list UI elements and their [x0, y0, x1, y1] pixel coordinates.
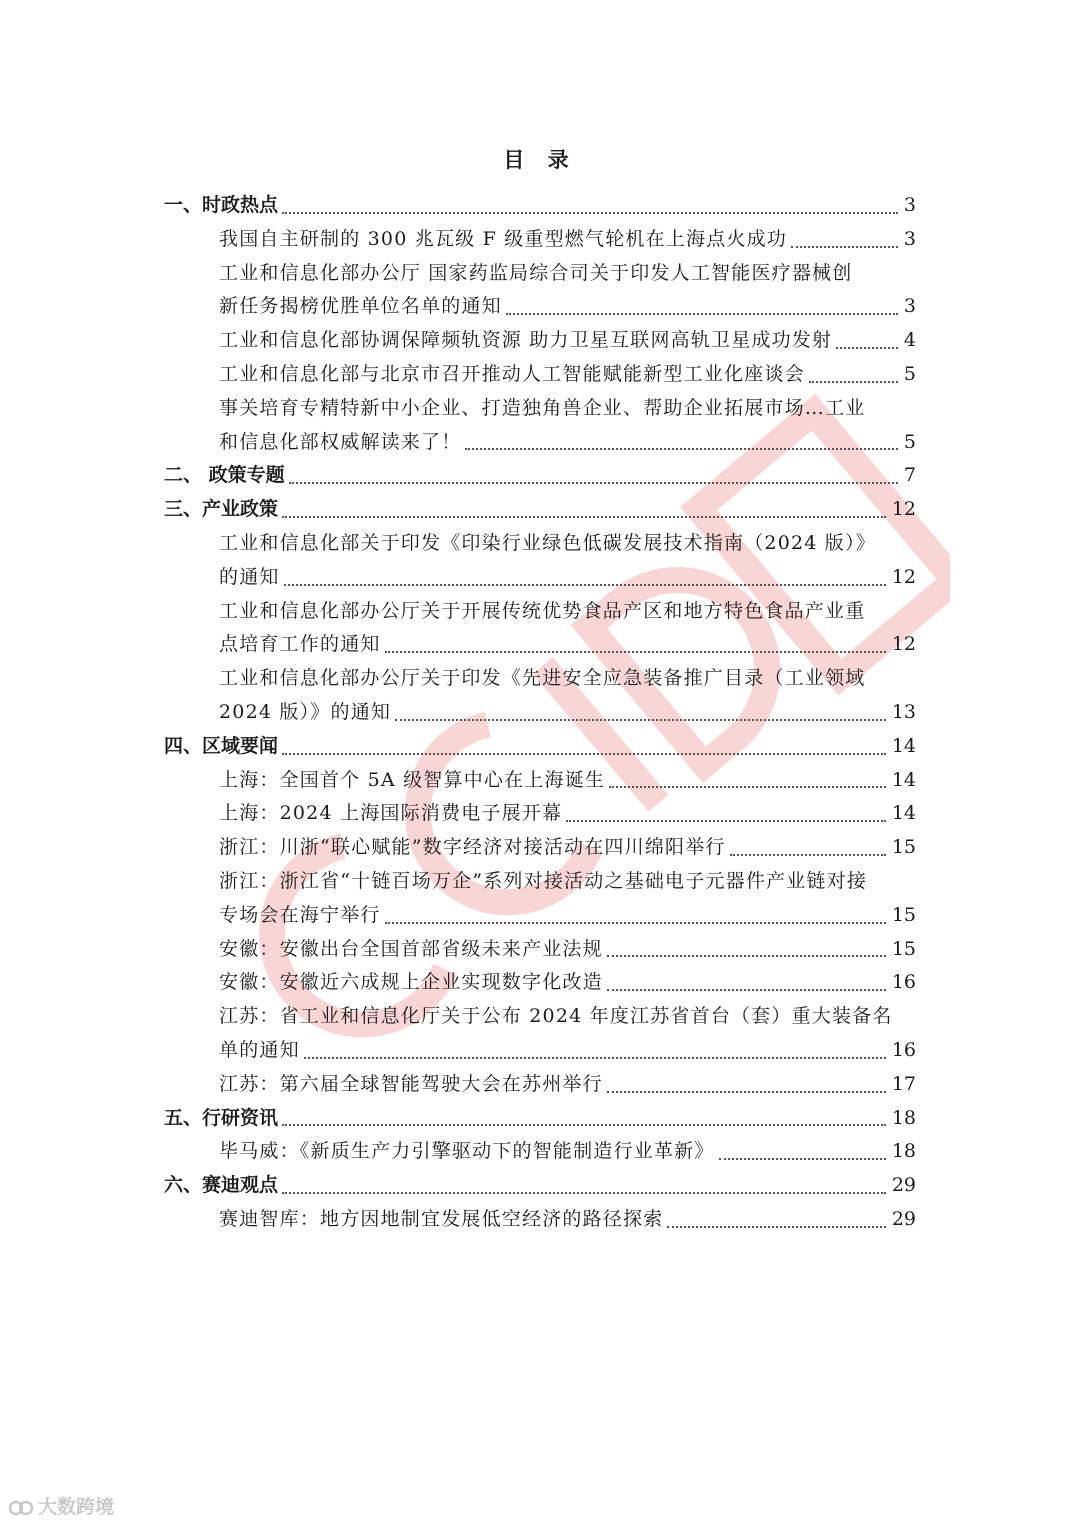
toc-entry-text: 六、赛迪观点 — [164, 1174, 279, 1197]
toc-leader-dots — [282, 212, 898, 214]
toc-entry[interactable] — [164, 257, 916, 291]
toc-page-number: 3 — [903, 295, 916, 318]
toc-entry-text: 安徽：安徽出台全国首部省级未来产业法规 — [219, 937, 603, 960]
toc-entry-text: 一、时政热点 — [164, 194, 279, 216]
toc-entry-text: 的通知 — [219, 565, 280, 588]
toc-entry-text: 专场会在海宁举行 — [219, 903, 381, 926]
toc-entry-text: 上海：全国首个 5A 级智算中心在上海诞生 — [219, 768, 606, 791]
toc-entry-text: 点培育工作的通知 — [219, 633, 381, 656]
toc-entry[interactable] — [164, 1068, 916, 1102]
toc-page-number: 12 — [891, 565, 916, 588]
toc-entry-text: 浙江：浙江省“十链百场万企”系列对接活动之基础电子元器件产业链对接 — [219, 869, 868, 892]
toc-entry[interactable] — [164, 628, 916, 662]
toc-entry[interactable] — [164, 358, 916, 392]
toc-entry[interactable] — [164, 662, 916, 696]
toc-page-number: 5 — [903, 362, 916, 385]
toc-entry[interactable] — [164, 324, 916, 358]
toc-entry[interactable] — [164, 527, 916, 561]
toc-entry-text: 江苏：第六届全球智能驾驶大会在苏州举行 — [219, 1072, 603, 1095]
toc-leader-dots — [385, 922, 886, 924]
toc-entry[interactable] — [164, 561, 916, 595]
toc-entry-text: 和信息化部权威解读来了！ — [219, 430, 462, 453]
toc-entry[interactable] — [164, 865, 916, 899]
toc-page-number: 15 — [891, 836, 916, 859]
toc-page-number: 13 — [891, 700, 916, 723]
toc-page-number: 14 — [891, 768, 916, 791]
toc-entry-text: 工业和信息化部协调保障频轨资源 助力卫星互联网高轨卫星成功发射 — [219, 329, 833, 352]
toc-page-number: 14 — [891, 802, 916, 825]
page-title: 目 录 — [503, 148, 577, 172]
toc-entry-text: 2024 版）》的通知 — [219, 700, 392, 723]
toc-list — [164, 189, 916, 1237]
toc-entry-text: 上海：2024 上海国际消费电子展开幕 — [219, 802, 563, 825]
toc-entry[interactable] — [164, 933, 916, 967]
toc-entry-text: 单的通知 — [219, 1038, 300, 1061]
toc-entry-text: 四、区域要闻 — [164, 734, 279, 757]
toc-leader-dots — [791, 246, 898, 248]
toc-entry[interactable] — [164, 426, 916, 460]
toc-section-entry[interactable] — [164, 493, 916, 527]
toc-page-number: 17 — [891, 1072, 916, 1095]
toc-leader-dots — [836, 347, 898, 349]
toc-entry-text: 江苏：省工业和信息化厅关于公布 2024 年度江苏省首台（套）重大装备名 — [219, 1005, 893, 1028]
toc-entry-text: 安徽：安徽近六成规上企业实现数字化改造 — [219, 971, 603, 994]
toc-leader-dots — [395, 719, 886, 721]
toc-leader-dots — [667, 1226, 885, 1228]
toc-page-number: 12 — [891, 633, 916, 656]
logo-icon — [8, 1497, 34, 1519]
toc-page-number: 29 — [891, 1174, 916, 1197]
toc-entry-text: 三、产业政策 — [164, 498, 279, 521]
toc-entry-text: 工业和信息化部办公厅关于印发《先进安全应急装备推广目录（工业领域 — [219, 667, 866, 690]
toc-entry[interactable] — [164, 764, 916, 798]
toc-entry[interactable] — [164, 223, 916, 257]
toc-entry[interactable] — [164, 1135, 916, 1169]
toc-leader-dots — [607, 989, 886, 991]
toc-page-number: 7 — [903, 464, 916, 487]
toc-leader-dots — [304, 1057, 886, 1059]
toc-page-number: 15 — [891, 903, 916, 926]
toc-page-number: 16 — [891, 971, 916, 994]
toc-leader-dots — [385, 651, 886, 653]
toc-leader-dots — [289, 482, 898, 484]
toc-page-number: 12 — [891, 498, 916, 521]
toc-leader-dots — [282, 516, 886, 518]
toc-entry[interactable] — [164, 392, 916, 426]
toc-section-entry[interactable] — [164, 730, 916, 764]
toc-entry-text: 工业和信息化部与北京市召开推动人工智能赋能新型工业化座谈会 — [219, 362, 805, 385]
toc-page-number: 3 — [903, 194, 916, 216]
toc-entry-text: 毕马威：《新质生产力引擎驱动下的智能制造行业革新》 — [219, 1140, 715, 1163]
toc-leader-dots — [282, 1124, 886, 1126]
toc-page-number: 3 — [903, 227, 916, 250]
toc-entry-text: 工业和信息化部办公厅 国家药监局综合司关于印发人工智能医疗器械创 — [219, 261, 853, 284]
toc-entry-text: 工业和信息化部关于印发《印染行业绿色低碳发展技术指南（2024 版）》 — [219, 531, 876, 554]
toc-section-entry[interactable] — [164, 1169, 916, 1203]
toc-leader-dots — [282, 1192, 886, 1194]
toc-leader-dots — [607, 1091, 886, 1093]
toc-page-number: 18 — [891, 1140, 916, 1163]
toc-page-number: 14 — [891, 734, 916, 757]
logo-text: 大数跨境 — [38, 1496, 115, 1518]
toc-entry[interactable] — [164, 595, 916, 629]
toc-entry[interactable] — [164, 797, 916, 831]
toc-entry[interactable] — [164, 1203, 916, 1237]
toc-entry[interactable] — [164, 290, 916, 324]
toc-section-entry[interactable] — [164, 459, 916, 493]
toc-leader-dots — [506, 313, 898, 315]
toc-leader-dots — [566, 820, 886, 822]
toc-entry-text: 五、行研资讯 — [164, 1106, 279, 1129]
toc-page-number: 18 — [891, 1106, 916, 1129]
toc-entry[interactable] — [164, 696, 916, 730]
toc-entry-text: 浙江：川浙“联心赋能”数字经济对接活动在四川绵阳举行 — [219, 836, 726, 859]
toc-entry-text: 事关培育专精特新中小企业、打造独角兽企业、帮助企业拓展市场…工业 — [219, 396, 866, 419]
toc-leader-dots — [465, 448, 898, 450]
toc-entry-text: 二、 政策专题 — [164, 464, 285, 487]
toc-leader-dots — [719, 1158, 886, 1160]
toc-section-entry[interactable] — [164, 1102, 916, 1136]
toc-entry-text: 新任务揭榜优胜单位名单的通知 — [219, 295, 502, 318]
toc-page-number: 16 — [891, 1038, 916, 1061]
toc-leader-dots — [609, 786, 886, 788]
toc-section-entry[interactable] — [164, 189, 916, 223]
footer-logo — [8, 1492, 114, 1519]
toc-entry-text: 工业和信息化部办公厅关于开展传统优势食品产区和地方特色食品产业重 — [219, 599, 866, 622]
toc-entry[interactable] — [164, 831, 916, 865]
toc-page-number: 29 — [891, 1207, 916, 1230]
toc-entry-text: 我国自主研制的 300 兆瓦级 F 级重型燃气轮机在上海点火成功 — [219, 227, 788, 250]
toc-entry-text: 赛迪智库：地方因地制宜发展低空经济的路径探索 — [219, 1207, 664, 1230]
toc-entry[interactable] — [164, 966, 916, 1000]
toc-page-number: 4 — [903, 329, 916, 352]
toc-leader-dots — [730, 854, 886, 856]
toc-page-number: 5 — [903, 430, 916, 453]
toc-entry[interactable] — [164, 1000, 916, 1034]
toc-leader-dots — [282, 753, 886, 755]
toc-leader-dots — [607, 955, 886, 957]
toc-leader-dots — [284, 584, 886, 586]
toc-entry[interactable] — [164, 899, 916, 933]
toc-leader-dots — [809, 381, 898, 383]
toc-entry[interactable] — [164, 1034, 916, 1068]
toc-page-number: 15 — [891, 937, 916, 960]
